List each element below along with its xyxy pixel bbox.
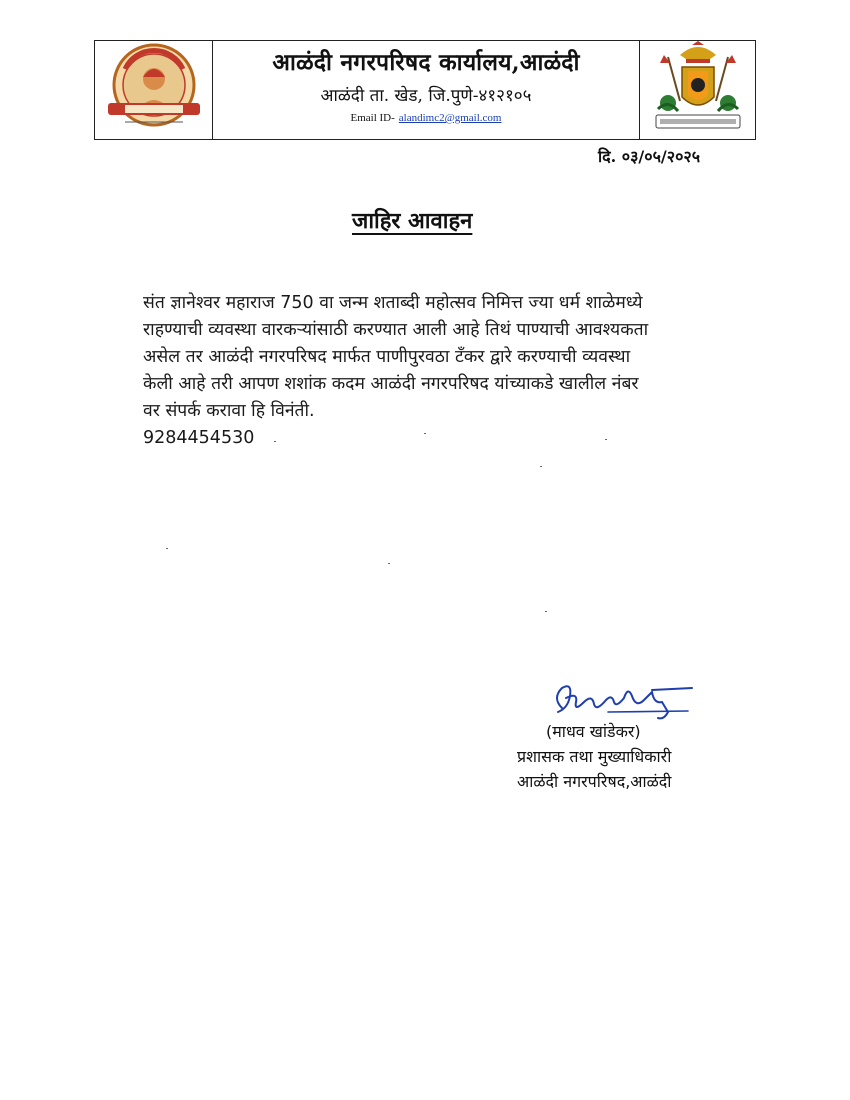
email-row (213, 112, 639, 124)
office-name: आळंदी नगरपरिषद कार्यालय,आळंदी (272, 49, 580, 76)
signatory-office: आळंदी नगरपरिषद,आळंदी (517, 772, 672, 791)
scan-speck (274, 441, 276, 442)
notice-line: संत ज्ञानेश्वर महाराज 750 वा जन्म शताब्दी महोत्सव निमित्त ज्या धर्म शाळेमध्ये (143, 293, 643, 313)
scan-speck (545, 611, 547, 612)
letterhead-text (213, 41, 639, 124)
notice-line: राहण्याची व्यवस्था वारकऱ्यांसाठी करण्यात आली आहे तिथं पाण्याची आवश्यकता (143, 320, 649, 340)
municipal-emblem-icon (95, 41, 213, 139)
office-address: आळंदी ता. खेड, जि.पुणे-४१२१०५ (320, 86, 532, 106)
notice-line: असेल तर आळंदी नगरपरिषद मार्फत पाणीपुरवठा टँकर द्वारे करण्याची व्यवस्था (143, 347, 631, 367)
scan-speck (166, 548, 168, 549)
crest-logo (639, 41, 755, 139)
notice-line: केली आहे तरी आपण शशांक कदम आळंदी नगरपरिषद यांच्याकडे खालील नंबर (143, 374, 639, 394)
notice-body (143, 290, 783, 452)
notice-title: जाहिर आवाहन (352, 208, 473, 234)
scan-speck (388, 563, 390, 564)
signature-icon (548, 678, 698, 724)
scan-speck (605, 439, 607, 440)
municipal-logo (95, 41, 213, 139)
email-label: Email ID- (350, 112, 395, 124)
scan-speck (540, 466, 542, 467)
royal-crest-icon (640, 41, 756, 139)
notice-line: वर संपर्क करावा हि विनंती. (143, 401, 315, 421)
scan-speck (424, 433, 426, 434)
signatory-name: (माधव खांडेकर) (546, 722, 641, 741)
contact-phone[interactable]: 9284454530 (143, 428, 255, 448)
signatory-designation: प्रशासक तथा मुख्याधिकारी (517, 747, 672, 766)
letterhead (94, 40, 756, 140)
notice-date: दि. ०३/०५/२०२५ (598, 147, 701, 166)
email-link[interactable]: alandimc2@gmail.com (398, 112, 502, 124)
